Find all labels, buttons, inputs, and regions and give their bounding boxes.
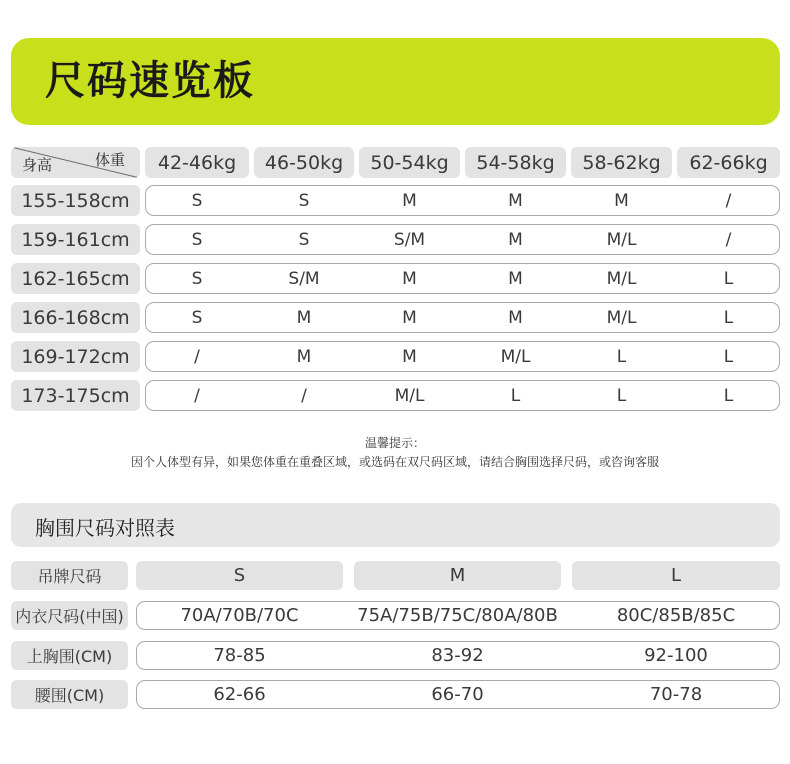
weight-header: 46-50kg	[254, 147, 354, 178]
height-label: 173-175cm	[11, 380, 140, 411]
bra-cell: 78-85	[213, 645, 266, 666]
size-cell: S	[298, 229, 310, 250]
size-cell: /	[725, 190, 732, 211]
size-cell: M	[402, 307, 417, 328]
note-body: 因个人体型有异，如果您体重在重叠区域，或选码在双尺码区域，请结合胸围选择尺码，或咨询客服	[130, 455, 659, 469]
corner-height-label: 身高	[22, 156, 53, 174]
size-cell: M	[402, 346, 417, 367]
size-cell: M/L	[606, 268, 637, 289]
size-cell: L	[616, 385, 627, 406]
size-cell: /	[725, 229, 732, 250]
weight-header: 42-46kg	[145, 147, 249, 178]
bra-cell: 92-100	[644, 645, 708, 666]
bra-cell: 70-78	[649, 684, 703, 705]
bra-row-label: 腰围(CM)	[11, 680, 128, 709]
weight-header: 54-58kg	[465, 147, 566, 178]
height-label: 162-165cm	[11, 263, 140, 294]
height-label: 159-161cm	[11, 224, 140, 255]
size-cell: S	[191, 229, 203, 250]
height-label: 169-172cm	[11, 341, 140, 372]
size-cell: M	[508, 268, 523, 289]
size-cell: L	[723, 307, 734, 328]
size-cell: S	[191, 268, 203, 289]
size-cell: L	[723, 268, 734, 289]
size-cell: S/M	[393, 229, 426, 250]
bra-section-header	[11, 503, 780, 547]
size-cell: L	[723, 385, 734, 406]
size-cell: S	[191, 307, 203, 328]
size-cell: L	[616, 346, 627, 367]
size-cell: M/L	[606, 229, 637, 250]
size-cell: S	[191, 190, 203, 211]
size-cell: M/L	[394, 385, 425, 406]
title-banner	[11, 38, 780, 125]
tag-size-cell: L	[572, 561, 780, 590]
size-cell: L	[510, 385, 521, 406]
bra-cell: 83-92	[431, 645, 484, 666]
size-cell: M	[296, 307, 312, 328]
bra-cell: 66-70	[431, 684, 484, 705]
size-cell: M	[614, 190, 629, 211]
page-title: 尺码速览板	[45, 58, 255, 104]
note-title: 温馨提示：	[364, 436, 425, 450]
size-cell: /	[194, 346, 200, 367]
tag-size-cell: M	[354, 561, 561, 590]
height-label: 155-158cm	[11, 185, 140, 216]
size-cell: S/M	[288, 268, 320, 289]
corner-weight-label: 体重	[95, 151, 126, 169]
bra-section-title: 胸围尺码对照表	[35, 516, 175, 540]
weight-header: 58-62kg	[571, 147, 672, 178]
bra-row-label: 内衣尺码(中国)	[11, 601, 128, 630]
size-cell: M	[508, 190, 523, 211]
weight-header: 62-66kg	[677, 147, 780, 178]
size-cell: M	[508, 229, 523, 250]
size-cell: /	[301, 385, 307, 406]
size-cell: M/L	[500, 346, 531, 367]
bra-cell: 75A/75B/75C/80A/80B	[357, 605, 558, 626]
size-cell: M	[402, 190, 417, 211]
bra-row-label: 上胸围(CM)	[11, 641, 128, 670]
height-label: 166-168cm	[11, 302, 140, 333]
size-cell: M	[296, 346, 312, 367]
weight-header: 50-54kg	[359, 147, 460, 178]
size-cell: /	[194, 385, 200, 406]
size-cell: M/L	[606, 307, 637, 328]
size-cell: M	[402, 268, 417, 289]
bra-cell: 62-66	[213, 684, 266, 705]
bra-cell: 80C/85B/85C	[616, 605, 736, 626]
bra-row-label: 吊牌尺码	[11, 561, 128, 590]
size-cell: M	[508, 307, 523, 328]
size-cell: S	[298, 190, 310, 211]
tag-size-cell: S	[136, 561, 343, 590]
table-corner-header	[11, 147, 140, 178]
bra-cell: 70A/70B/70C	[180, 605, 299, 626]
size-cell: L	[723, 346, 734, 367]
